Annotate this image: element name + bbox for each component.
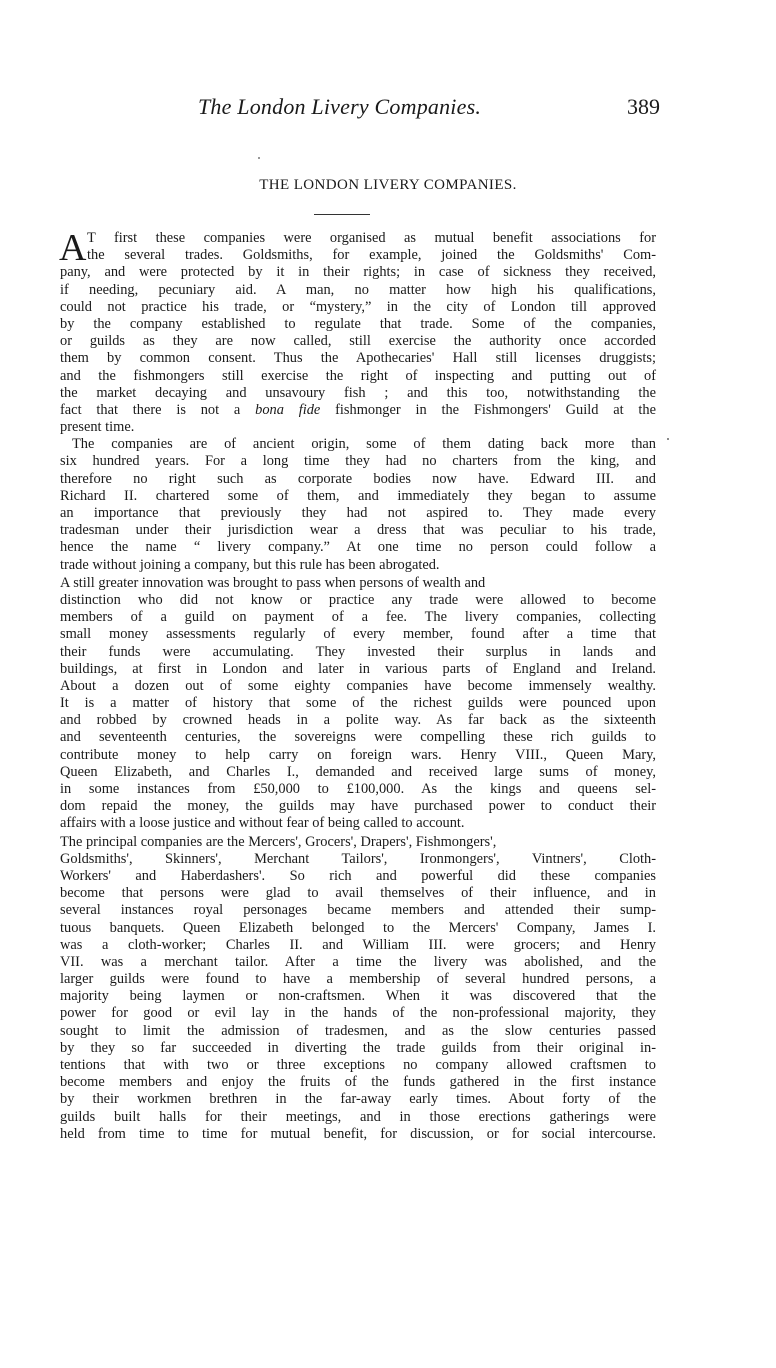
text-line: the market decaying and unsavoury fish ; and this too, notwithstanding the [60,384,656,401]
text-line: become members and enjoy the fruits of the funds gathered in the first instance [60,1074,656,1091]
text-line: tentions that with two or three exceptions no company allowed craftsmen to [60,1057,656,1074]
text-line: tuous banquets. Queen Elizabeth belonged to the Mercers' Company, James I. [60,919,656,936]
text-line: their funds were accumulating. They invested their surplus in lands and [60,643,656,660]
text-line: dom repaid the money, the guilds may have purchased power to conduct their [60,798,656,815]
text-line: The companies are of ancient origin, some of them dating back more than [72,436,656,453]
text-line: therefore no right such as corporate bodies now have. Edward III. and [60,470,656,487]
text-line: Goldsmiths', Skinners', Merchant Tailors', Ironmongers', Vintners', Cloth- [60,850,656,867]
text-line: VII. was a merchant tailor. After a time the livery was abolished, and the [60,953,656,970]
paragraph-1 [59,227,656,436]
text-line: It is a matter of history that some of the richest guilds were pounced upon [60,695,656,712]
paragraph-4 [60,833,656,1143]
ink-speck [667,438,669,440]
text-line: Richard II. chartered some of them, and immediately they began to assume [60,487,656,504]
text-line: if needing, pecuniary aid. A man, no matter how high his qualifications, [60,281,656,298]
running-title: The London Livery Companies. [198,94,482,119]
text-line: them by common consent. Thus the Apothecaries' Hall still licenses druggists; [60,350,656,367]
article-body [59,227,656,1143]
text-line: the several trades. Goldsmiths, for example, joined the Goldsmiths' Com- [87,247,656,264]
text-line: held from time to time for mutual benefit, for discussion, or for social intercourse. [60,1125,656,1142]
text-line: buildings, at first in London and later in various parts of England and Ireland. [60,660,656,677]
paragraph-2 [60,436,656,574]
text-line: present time. [60,419,135,436]
text-line: T first these companies were organised as mutual benefit associations for [87,230,656,246]
text-line: and seventeenth centuries, the sovereigns were compelling these rich guilds to [60,729,656,746]
article-title: THE LONDON LIVERY COMPANIES. [259,177,517,193]
text-line: contribute money to help carry on foreign wars. Henry VIII., Queen Mary, [60,746,656,763]
text-line: an importance that previously they had not aspired to. They made every [60,505,656,521]
text-line: sought to limit the admission of tradesmen, and as the slow centuries passed [60,1022,656,1039]
text-line: become that persons were glad to avail themselves of their influence, and in [60,885,656,902]
text-line: by they so far succeeded in diverting the trade guilds from their original in- [60,1039,656,1056]
text-line: by their workmen brethren in the far-away early times. About forty of the [60,1091,656,1108]
text-line: Queen Elizabeth, and Charles I., demanded and received large sums of money, [60,763,656,780]
text-line: power for good or evil lay in the hands of the non-professional majority, they [60,1005,656,1022]
text-line: larger guilds were found to have a membership of several hundred persons, a [60,971,656,988]
text-line: by the company established to regulate that trade. Some of the companies, [60,315,656,332]
text-line: and the fishmongers still exercise the right of inspecting and putting out of [60,367,656,384]
text-line: tradesman under their jurisdiction wear a dress that was peculiar to his trade, [60,522,656,539]
text-line: The principal companies are the Mercers', Grocers', Drapers', Fishmongers', [60,833,497,850]
text-line: fact that there is not a bona fide fishmonger in the Fishmongers' Guild at the [60,401,656,418]
text-line: pany, and were protected by it in their rights; in case of sickness they received, [60,264,656,281]
ink-speck [258,157,260,159]
text-line: hence the name “ livery company.” At one time no person could follow a [60,539,656,556]
text-line: members of a guild on payment of a fee. The livery companies, collecting [60,609,656,626]
page-number: 389 [627,94,660,119]
text-line: was a cloth-worker; Charles II. and William III. were grocers; and Henry [60,936,656,953]
text-line: A still greater innovation was brought to pass when persons of wealth and [60,574,486,591]
text-line: could not practice his trade, or “mystery,” in the city of London till approved [60,298,656,315]
text-line: and robbed by crowned heads in a polite way. As far back as the sixteenth [60,712,656,729]
title-rule [314,214,370,215]
text-line: guilds built halls for their meetings, and in those erections gatherings were [60,1108,656,1125]
text-line: or guilds as they are now called, still exercise the authority once accorded [60,333,656,350]
text-line: in some instances from £50,000 to £100,000. As the kings and queens sel- [60,781,656,798]
text-line: distinction who did not know or practice any trade were allowed to become [60,591,656,608]
drop-cap: A [59,227,87,269]
text-line: affairs with a loose justice and without fear of being called to account. [60,815,465,832]
text-line: small money assessments regularly of every member, found after a time that [60,626,656,643]
text-line: several instances royal personages became members and attended their sump- [60,902,656,919]
text-line: About a dozen out of some eighty companies have become immensely wealthy. [60,677,656,694]
text-line: majority being laymen or non-craftsmen. When it was discovered that the [60,988,656,1005]
paragraph-3 [60,574,656,833]
text-line: trade without joining a company, but this rule has been abrogated. [60,556,440,573]
running-head [150,94,660,128]
text-line: six hundred years. For a long time they had no charters from the king, and [60,453,656,470]
text-line: Workers' and Haberdashers'. So rich and powerful did these companies [60,867,656,884]
